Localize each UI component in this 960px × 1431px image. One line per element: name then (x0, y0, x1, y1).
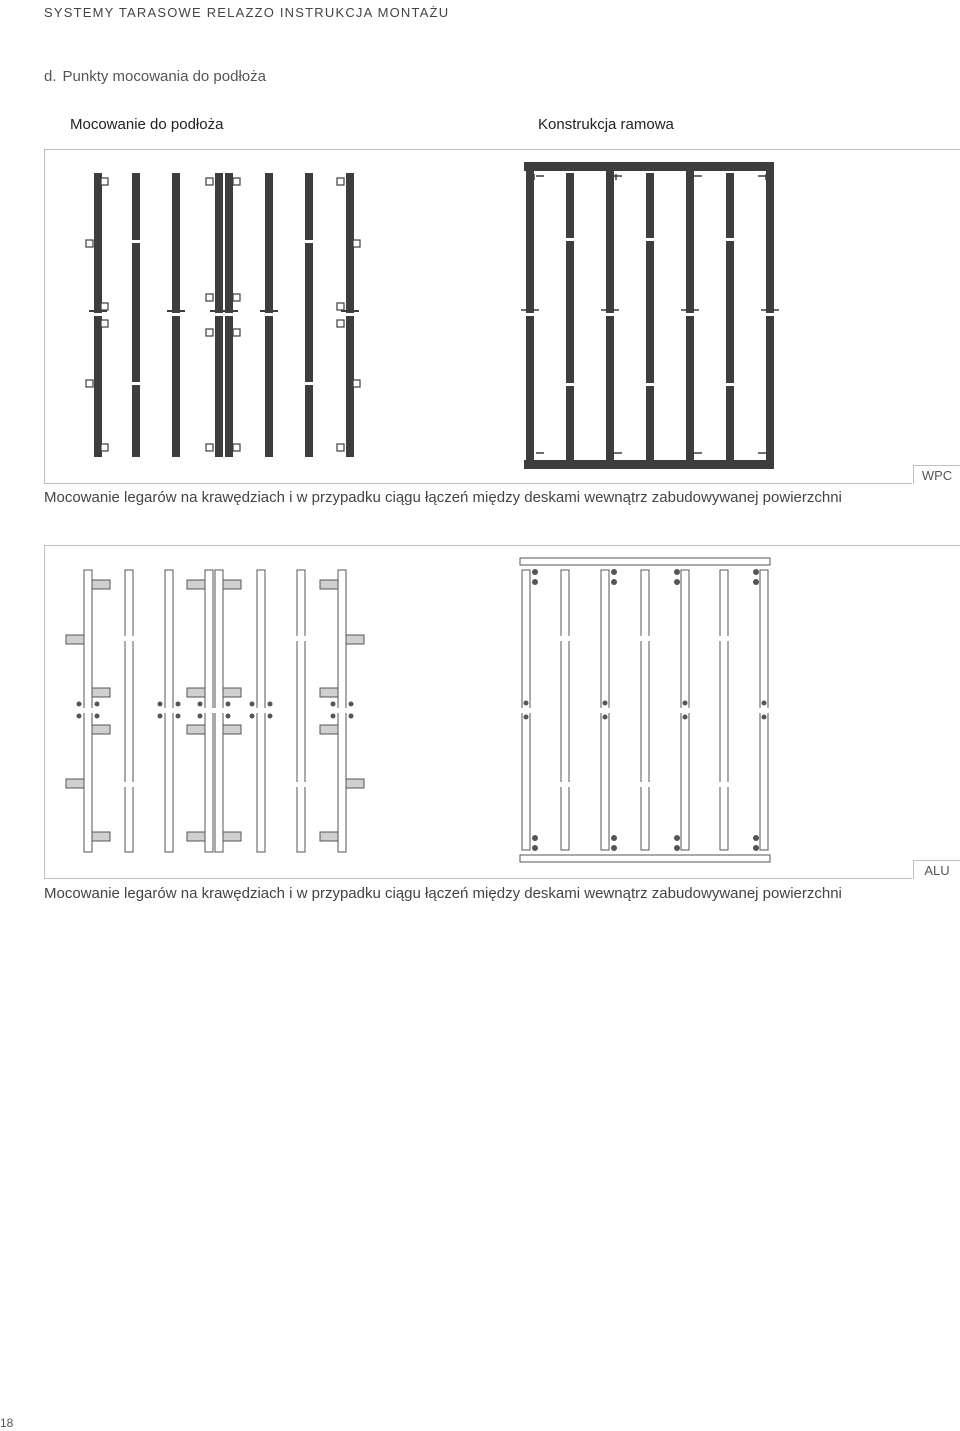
wpc-joist (132, 173, 140, 457)
alu-fixing-bracket (223, 832, 241, 841)
alu-fixing-bracket (320, 580, 338, 589)
fixing-bracket (337, 303, 344, 310)
page-number: 18 (0, 1416, 14, 1430)
alu-frame-diagram (519, 558, 771, 862)
fixing-bracket (337, 178, 344, 185)
alu-fixing-bracket (92, 725, 110, 734)
fixing-bracket (353, 240, 360, 247)
fixing-bracket (233, 178, 240, 185)
alu-frame-bottom-rail (520, 855, 770, 862)
column-label-ground-fixing: Mocowanie do podłoża (70, 116, 224, 133)
fixing-bracket (101, 303, 108, 310)
fixing-bracket (233, 444, 240, 451)
section-letter: d. (44, 68, 57, 85)
alu-fixing-bracket (66, 635, 84, 644)
alu-fixing-bracket (92, 580, 110, 589)
alu-frame-top-rail (520, 558, 770, 565)
alu-tab: ALU (913, 860, 960, 879)
alu-joist (125, 570, 133, 852)
wpc-tab: WPC (913, 465, 960, 484)
alu-fixing-bracket (320, 725, 338, 734)
frame-joist (726, 173, 734, 460)
fixing-bracket (101, 320, 108, 327)
fixing-bracket (233, 329, 240, 336)
fixing-bracket (337, 320, 344, 327)
frame-joist (566, 173, 574, 460)
alu-ground-fixing-diagram (66, 570, 364, 852)
wpc-joist (305, 173, 313, 457)
column-label-frame-construction: Konstrukcja ramowa (538, 116, 674, 133)
alu-fixing-bracket (320, 832, 338, 841)
fixing-bracket (337, 444, 344, 451)
wpc-ground-fixing-diagram (86, 173, 360, 457)
fixing-bracket (206, 444, 213, 451)
frame-bottom-rail (524, 460, 774, 469)
alu-fixing-bracket (187, 580, 205, 589)
fixing-bracket (86, 380, 93, 387)
fixing-bracket (206, 329, 213, 336)
alu-fixing-bracket (187, 725, 205, 734)
alu-fixing-bracket (92, 832, 110, 841)
wpc-frame-diagram (521, 162, 779, 469)
fixing-bracket (353, 380, 360, 387)
alu-fixing-bracket (223, 725, 241, 734)
alu-joist (297, 570, 305, 852)
fixing-bracket (101, 178, 108, 185)
wpc-caption: Mocowanie legarów na krawędziach i w przypadku ciągu łączeń między deskami wewnątrz zabudowywanej powierzchni (44, 489, 842, 506)
alu-frame-joist (561, 570, 569, 850)
alu-fixing-bracket (187, 688, 205, 697)
alu-fixing-bracket (320, 688, 338, 697)
section-title-text: Punkty mocowania do podłoża (62, 68, 266, 85)
alu-fixing-bracket (346, 635, 364, 644)
fixing-bracket (233, 294, 240, 301)
alu-fixing-bracket (223, 580, 241, 589)
alu-caption: Mocowanie legarów na krawędziach i w przypadku ciągu łączeń między deskami wewnątrz zabudowywanej powierzchni (44, 885, 842, 902)
document-header: SYSTEMY TARASOWE RELAZZO INSTRUKCJA MONTAŻU (44, 5, 450, 20)
alu-fixing-bracket (92, 688, 110, 697)
alu-fixing-bracket (187, 832, 205, 841)
frame-top-rail (524, 162, 774, 171)
fixing-bracket (101, 444, 108, 451)
alu-frame-joist (641, 570, 649, 850)
frame-joist (646, 173, 654, 460)
fixing-bracket (86, 240, 93, 247)
alu-frame-joist (720, 570, 728, 850)
alu-fixing-bracket (223, 688, 241, 697)
alu-fixing-bracket (346, 779, 364, 788)
fixing-bracket (206, 294, 213, 301)
alu-fixing-bracket (66, 779, 84, 788)
fixing-bracket (206, 178, 213, 185)
